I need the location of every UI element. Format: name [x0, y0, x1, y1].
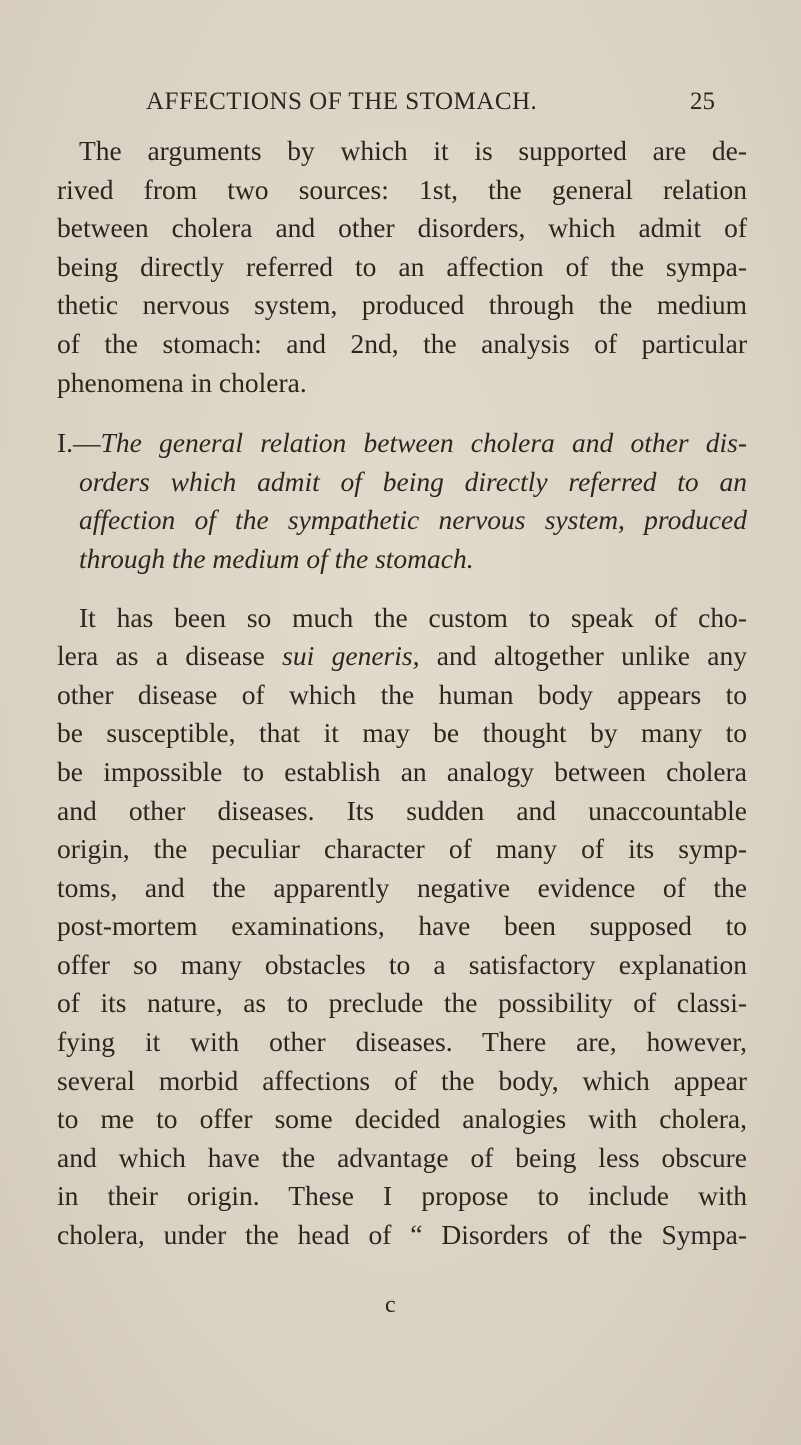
text-line: to me to offer some decided analogies with cholera, [57, 1103, 747, 1135]
text-line: rived from two sources: 1st, the general relation [57, 173, 747, 205]
page-header [0, 88, 801, 122]
body-text [57, 132, 747, 1255]
paragraph-gap [57, 579, 747, 599]
text-line: fying it with other diseases. There are, however, [57, 1026, 747, 1058]
text-line: other disease of which the human body appears to [57, 678, 747, 710]
text-line: toms, and the apparently negative evidence of the [57, 871, 747, 903]
text-line: several morbid affections of the body, which appear [57, 1064, 747, 1096]
text-line: phenomena in cholera. [57, 366, 307, 398]
text-line [57, 637, 747, 676]
heading-text: The general relation between cholera and other dis- [100, 427, 747, 459]
text-line: cholera, under the head of “ Disorders of the Sympa- [57, 1219, 747, 1251]
text-line: be impossible to establish an analogy between cholera [57, 755, 747, 787]
section-number: I.— [57, 427, 101, 459]
heading-line [57, 424, 747, 463]
text-line: origin, the peculiar character of many of its symp- [57, 833, 747, 865]
text-line: offer so many obstacles to a satisfactory explanation [57, 948, 747, 980]
text-line: and other diseases. Its sudden and unaccountable [57, 794, 747, 826]
signature-mark: c [385, 1292, 396, 1318]
text-line: It has been so much the custom to speak of cho- [79, 601, 747, 633]
text-line: of the stomach: and 2nd, the analysis of particular [57, 327, 747, 359]
heading-line: through the medium of the stomach. [79, 542, 474, 574]
paragraph-2 [57, 599, 747, 1255]
text-line: post-mortem examinations, have been supposed to [57, 910, 747, 942]
text-line: in their origin. These I propose to include with [57, 1180, 747, 1212]
text-segment: and altogether unlike any [419, 640, 747, 672]
section-heading [57, 424, 747, 578]
paragraph-gap [57, 402, 747, 424]
text-line: and which have the advantage of being less obscure [57, 1141, 747, 1173]
running-head: AFFECTIONS OF THE STOMACH. [146, 88, 538, 115]
text-line: being directly referred to an affection of the sympa- [57, 250, 747, 282]
italic-phrase: sui generis, [282, 640, 420, 672]
heading-line: orders which admit of being directly referred to an [79, 465, 747, 497]
text-line: The arguments by which it is supported are de- [79, 135, 747, 166]
text-line: be susceptible, that it may be thought by many to [57, 717, 747, 749]
page-number: 25 [690, 88, 715, 115]
paragraph-1 [57, 132, 747, 402]
text-line: between cholera and other disorders, which admit of [57, 212, 747, 244]
text-line: thetic nervous system, produced through the medium [57, 289, 747, 321]
heading-line: affection of the sympathetic nervous system, produced [79, 504, 747, 536]
text-segment: lera as a disease [57, 640, 283, 672]
text-line: of its nature, as to preclude the possibility of classi- [57, 987, 747, 1019]
